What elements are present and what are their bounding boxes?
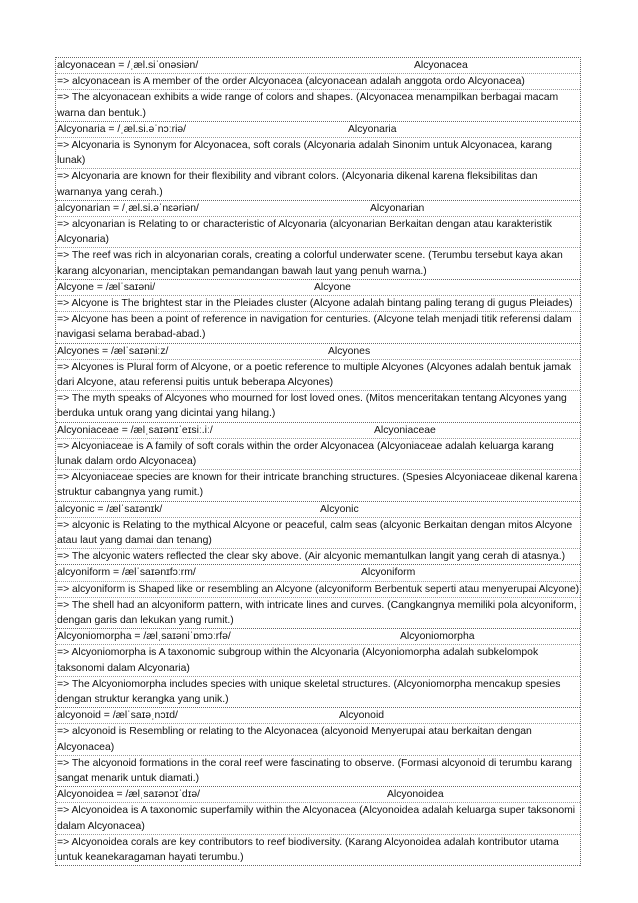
definition: => Alcyonaria is Synonym for Alcyonacea, soft corals (Alcyonaria adalah Sinonim untuk Alcyonacea, karang lunak) — [56, 138, 580, 169]
headword: Alcyone — [314, 281, 351, 293]
pronunciation: Alcyones = /ælˈsaɪəniːz/ — [57, 345, 169, 357]
headword: Alcyoniaceae — [374, 424, 436, 436]
entry-header — [56, 787, 580, 803]
definition: => Alcyone is The brightest star in the Pleiades cluster (Alcyone adalah bintang paling terang di gugus Pleiades) — [56, 296, 580, 312]
entry-header — [56, 58, 580, 74]
definition: => alcyoniform is Shaped like or resembling an Alcyone (alcyoniform Berbentuk seperti atau menyerupai Alcyone) — [56, 582, 580, 598]
entry-header — [56, 122, 580, 138]
pronunciation: Alcyonoidea = /ælˌsaɪənɔɪˈdɪə/ — [57, 789, 201, 801]
headword: Alcyoniomorpha — [400, 631, 475, 643]
pronunciation: Alcyone = /ælˈsaɪəni/ — [57, 281, 156, 293]
definition: => alcyonacean is A member of the order Alcyonacea (alcyonacean adalah anggota ordo Alcyonacea) — [56, 74, 580, 90]
example-sentence: => The myth speaks of Alcyones who mourned for lost loved ones. (Mitos menceritakan tentang Alcyones yang berduka untuk orang yang dicintai yang hilang.) — [57, 393, 567, 420]
entry-alcyonaria — [56, 122, 580, 201]
pronunciation: Alcyoniomorpha = /ælˌsaɪəniˈɒmɔːrfə/ — [57, 631, 231, 643]
headword: Alcyonic — [320, 503, 359, 515]
pronunciation: alcyonarian = /ˌæl.si.əˈnɛəriən/ — [57, 202, 199, 214]
example-sentence: => The Alcyoniomorpha includes species with unique skeletal structures. (Alcyoniomorpha mencakup spesies dengan struktur kerangka yang unik.) — [57, 678, 561, 705]
entry-header — [56, 201, 580, 217]
headword: Alcyonarian — [370, 202, 425, 214]
entry-header — [56, 708, 580, 724]
pronunciation: alcyonic = /ælˈsaɪənɪk/ — [57, 503, 163, 515]
example-sentence: => The shell had an alcyoniform pattern, with intricate lines and curves. (Cangkangnya memiliki pola alcyoniform, dengan garis dan lekukan yang rumit.) — [57, 599, 577, 626]
entry-header — [56, 565, 580, 581]
definition: => Alcyones is Plural form of Alcyone, or a poetic reference to multiple Alcyones (Alcyones adalah bentuk jamak dari Alcyone, atau referensi puitis untuk beberapa Alcyones) — [56, 360, 580, 391]
entry-header — [56, 423, 580, 439]
example-sentence: => Alcyone has been a point of reference in navigation for centuries. (Alcyone telah menjadi titik referensi dalam navigasi selama berabad-abad.) — [57, 314, 572, 341]
pronunciation: Alcyonaria = /ˌæl.si.əˈnɔːriə/ — [57, 123, 187, 135]
entry-alcyones — [56, 344, 580, 423]
definition: => alcyonarian is Relating to or characteristic of Alcyonaria (alcyonarian Berkaitan dengan atau karakteristik Alcyonaria) — [56, 217, 580, 248]
entry-alcyone — [56, 280, 580, 344]
entry-header — [56, 502, 580, 518]
entry-alcyoniform — [56, 565, 580, 629]
headword: Alcyonoidea — [387, 789, 444, 801]
pronunciation: alcyoniform = /ælˈsaɪənɪfɔːrm/ — [57, 567, 196, 579]
example-sentence: => Alcyoniaceae species are known for their intricate branching structures. (Spesies Alcyoniaceae dikenal karena struktur cabangnya yang rumit.) — [57, 472, 578, 499]
definition: => alcyonoid is Resembling or relating to the Alcyonacea (alcyonoid Menyerupai atau berkaitan dengan Alcyonacea) — [56, 724, 580, 755]
definition: => Alcyoniaceae is A family of soft corals within the order Alcyonacea (Alcyoniaceae adalah keluarga karang lunak dalam ordo Alcyonacea) — [56, 439, 580, 470]
entry-header — [56, 344, 580, 360]
definition: => Alcyonoidea is A taxonomic superfamily within the Alcyonacea (Alcyonoidea adalah keluarga super taksonomi dalam Alcyonacea) — [56, 803, 580, 834]
example-sentence: => The reef was rich in alcyonarian corals, creating a colorful underwater scene. (Terumbu tersebut kaya akan karang alcyonarian, menciptakan pemandangan bawah laut yang penuh warna.) — [57, 250, 563, 277]
entry-alcyonoidea — [56, 787, 580, 866]
entry-alcyoniomorpha — [56, 629, 580, 708]
pronunciation: Alcyoniaceae = /ælˌsaɪənɪˈeɪsiː.iː/ — [57, 424, 213, 436]
example-sentence: => The alcyonacean exhibits a wide range of colors and shapes. (Alcyonacea menampilkan berbagai macam warna dan bentuk.) — [57, 92, 559, 119]
entry-alcyonacean — [56, 58, 580, 122]
example-sentence: => Alcyonaria are known for their flexibility and vibrant colors. (Alcyonaria dikenal karena fleksibilitas dan warnanya yang cerah.) — [57, 171, 538, 198]
entry-alcyonic — [56, 502, 580, 566]
entry-header — [56, 629, 580, 645]
entry-alcyoniaceae — [56, 423, 580, 502]
example-sentence: => The alcyonoid formations in the coral reef were fascinating to observe. (Formasi alcyonoid di terumbu karang sangat menarik untuk diamati.) — [57, 757, 572, 784]
example-sentence: => The alcyonic waters reflected the clear sky above. (Air alcyonic memantulkan langit yang cerah di atasnya.) — [57, 551, 566, 563]
vocabulary-table — [55, 57, 581, 866]
entry-alcyonarian — [56, 201, 580, 280]
headword: Alcyonoid — [339, 710, 385, 722]
headword: Alcyones — [328, 345, 371, 357]
headword: Alcyonacea — [414, 60, 468, 71]
headword: Alcyonaria — [348, 123, 397, 135]
entry-header — [56, 280, 580, 296]
pronunciation: alcyonoid = /ælˈsaɪəˌnɔɪd/ — [57, 710, 178, 722]
definition: => alcyonic is Relating to the mythical Alcyone or peaceful, calm seas (alcyonic Berkaitan dengan mitos Alcyone atau laut yang damai dan tenang) — [56, 518, 580, 549]
pronunciation: alcyonacean = /ˌæl.siˈonəsiən/ — [57, 60, 199, 71]
definition: => Alcyoniomorpha is A taxonomic subgroup within the Alcyonaria (Alcyoniomorpha adalah subkelompok taksonomi dalam Alcyonaria) — [56, 645, 580, 676]
entry-alcyonoid — [56, 708, 580, 787]
headword: Alcyoniform — [361, 567, 416, 579]
example-sentence: => Alcyonoidea corals are key contributors to reef biodiversity. (Karang Alcyonoidea adalah kontributor utama untuk keanekaragaman hayati terumbu.) — [57, 836, 559, 863]
